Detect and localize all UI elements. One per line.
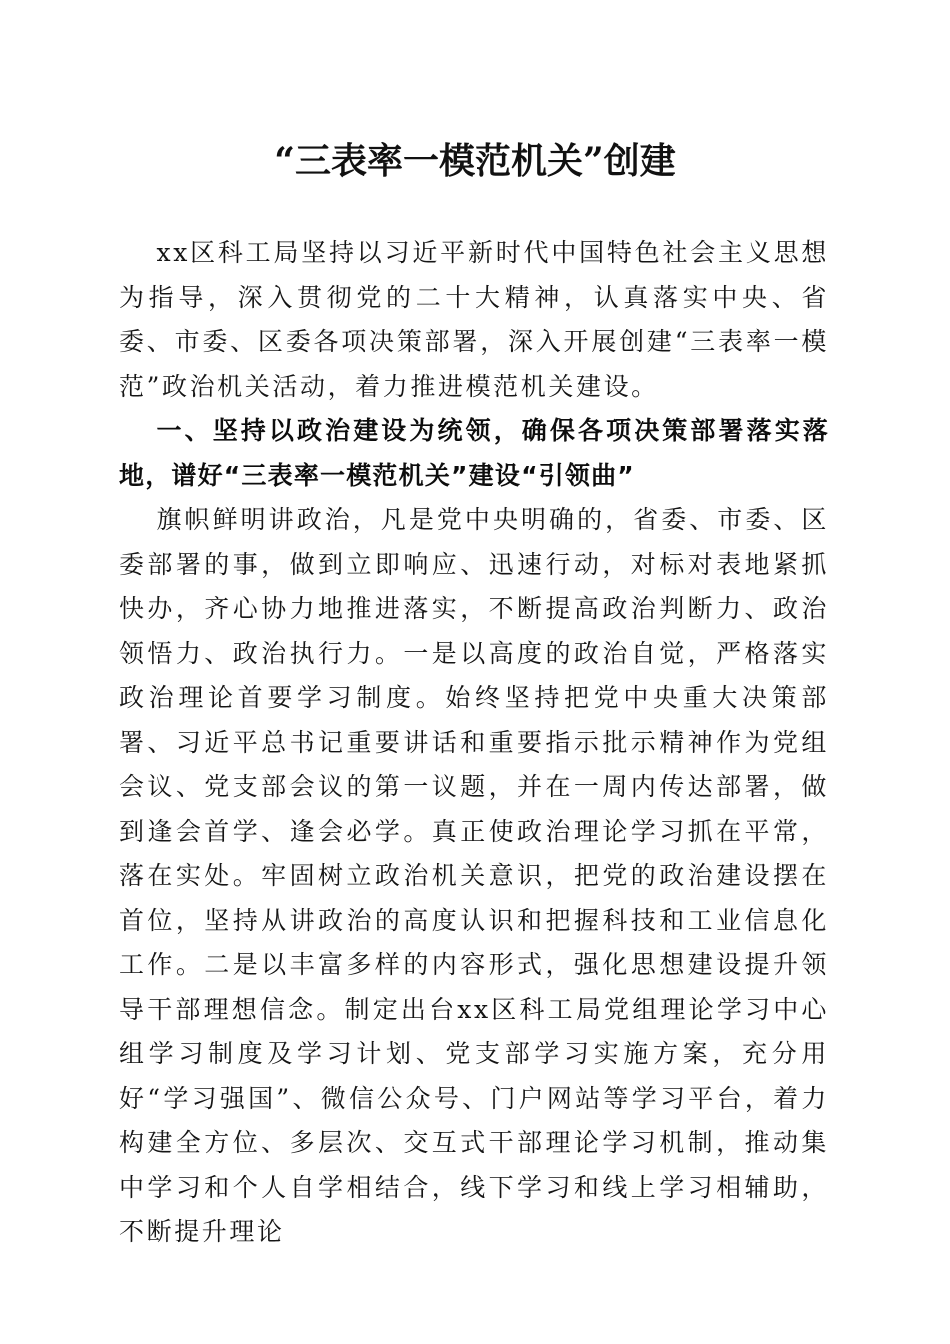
document-body	[119, 231, 829, 1255]
document-title: “三表率一模范机关”创建	[274, 140, 676, 182]
section-heading-1: 一、坚持以政治建设为统领，确保各项决策部署落实落地，谱好“三表率一模范机关”建设“引领曲”	[119, 416, 829, 490]
section-1-paragraph: 旗帜鲜明讲政治，凡是党中央明确的，省委、市委、区委部署的事，做到立即响应、迅速行动，对标对表地紧抓快办，齐心协力地推进落实，不断提高政治判断力、政治领悟力、政治执行力。一是以高度的政治自觉，严格落实政治理论首要学习制度。始终坚持把党中央重大决策部署、习近平总书记重要讲话和重要指示批示精神作为党组会议、党支部会议的第一议题，并在一周内传达部署，做到逢会首学、逢会必学。真正使政治理论学习抓在平常，落在实处。牢固树立政治机关意识，把党的政治建设摆在首位，坚持从讲政治的高度认识和把握科技和工业信息化工作。二是以丰富多样的内容形式，强化思想建设提升领导干部理想信念。制定出台xx区科工局党组理论学习中心组学习制度及学习计划、党支部学习实施方案，充分用好“学习强国”、微信公众号、门户网站等学习平台，着力构建全方位、多层次、交互式干部理论学习机制，推动集中学习和个人自学相结合，线下学习和线上学习相辅助，不断提升理论	[119, 505, 829, 1246]
intro-paragraph: xx区科工局坚持以习近平新时代中国特色社会主义思想为指导，深入贯彻党的二十大精神，认真落实中央、省委、市委、区委各项决策部署，深入开展创建“三表率一模范”政治机关活动，着力推进模范机关建设。	[119, 238, 829, 401]
